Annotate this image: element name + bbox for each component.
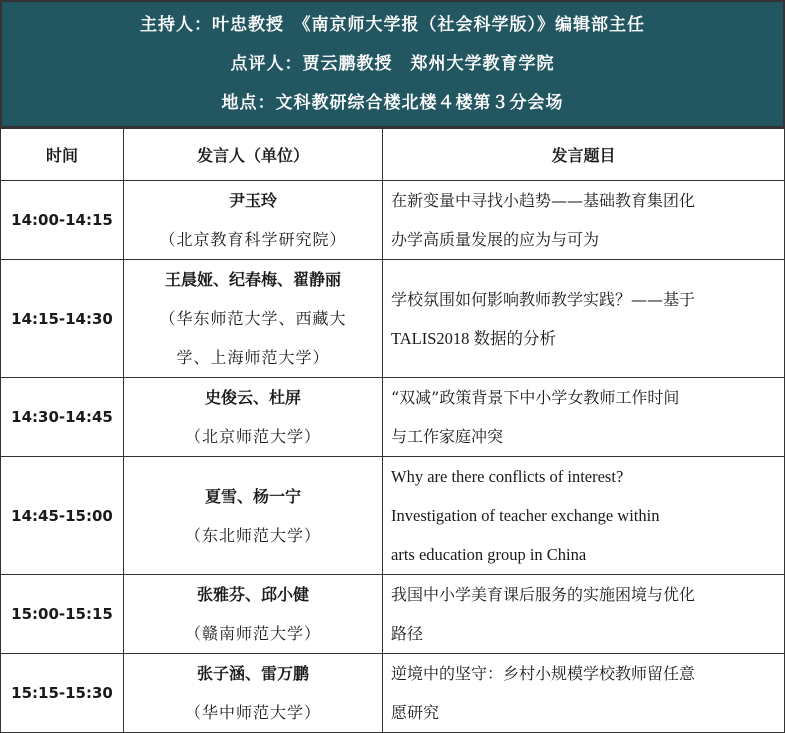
topic-line: 学校氛围如何影响教师教学实践？——基于 (391, 289, 696, 309)
topic-line: 在新变量中寻找小趋势——基础教育集团化 (391, 191, 696, 210)
speaker-unit: （华东师范大学、西藏大 (159, 309, 347, 328)
topic-line: Investigation of teacher exchange within (391, 506, 660, 525)
topic-line: 路径 (391, 624, 424, 643)
speaker-unit: （北京教育科学研究院） (159, 230, 347, 249)
topic-line: “双减”政策背景下中小学女教师工作时间 (391, 388, 680, 407)
location-line: 地点：文科教研综合楼北楼４楼第３分会场 (221, 93, 564, 113)
time-cell: 14:45-15:00 (1, 457, 124, 575)
time-cell: 14:15-14:30 (1, 260, 124, 378)
speaker-unit: （北京师范大学） (184, 427, 321, 446)
table-row (1, 260, 785, 378)
time-cell: 14:00-14:15 (1, 181, 124, 260)
table-row (1, 378, 785, 457)
topic-line: TALIS2018 数据的分析 (391, 328, 557, 348)
table-header-row (1, 129, 785, 181)
table-row (1, 457, 785, 575)
topic-line: 愿研究 (391, 703, 440, 722)
speaker-unit: 学、上海师范大学） (176, 348, 330, 367)
speaker-cell (124, 575, 383, 654)
topic-line: arts education group in China (391, 545, 587, 564)
speaker-cell (124, 457, 383, 575)
speaker-cell (124, 654, 383, 733)
time-cell: 15:15-15:30 (1, 654, 124, 733)
table-row (1, 575, 785, 654)
topic-cell (383, 575, 785, 654)
topic-cell (383, 378, 785, 457)
topic-cell (383, 654, 785, 733)
column-header-speaker: 发言人（单位） (124, 129, 383, 181)
table-row (1, 181, 785, 260)
topic-line: Why are there conflicts of interest? (391, 467, 624, 486)
topic-cell (383, 181, 785, 260)
topic-cell (383, 457, 785, 575)
topic-cell (383, 260, 785, 378)
topic-line: 与工作家庭冲突 (391, 427, 504, 446)
topic-line: 逆境中的坚守：乡村小规模学校教师留任意 (391, 664, 696, 683)
speaker-names: 史俊云、杜屏 (204, 388, 301, 407)
topic-line: 办学高质量发展的应为与可为 (391, 230, 600, 249)
speaker-unit: （赣南师范大学） (184, 624, 321, 643)
speaker-cell (124, 378, 383, 457)
commentator-line: 点评人：贾云鹏教授 郑州大学教育学院 (230, 54, 555, 74)
speaker-names: 张雅芬、邱小健 (196, 585, 309, 604)
speaker-cell (124, 181, 383, 260)
column-header-time: 时间 (1, 129, 124, 181)
time-cell: 14:30-14:45 (1, 378, 124, 457)
speaker-names: 夏雪、杨一宁 (204, 486, 301, 506)
schedule-table (0, 128, 785, 733)
speaker-names: 张子涵、雷万鹏 (196, 664, 309, 683)
speaker-cell (124, 260, 383, 378)
time-cell: 15:00-15:15 (1, 575, 124, 654)
topic-line: 我国中小学美育课后服务的实施困境与优化 (391, 585, 696, 604)
speaker-names: 尹玉玲 (228, 191, 277, 210)
session-header (0, 0, 785, 128)
speaker-names: 王晨娅、纪春梅、翟静丽 (164, 270, 341, 289)
column-header-topic: 发言题目 (383, 129, 785, 181)
table-row (1, 654, 785, 733)
speaker-unit: （东北师范大学） (184, 525, 321, 545)
speaker-unit: （华中师范大学） (184, 703, 321, 722)
host-line: 主持人：叶忠教授 《南京师大学报（社会科学版）》编辑部主任 (140, 15, 645, 35)
